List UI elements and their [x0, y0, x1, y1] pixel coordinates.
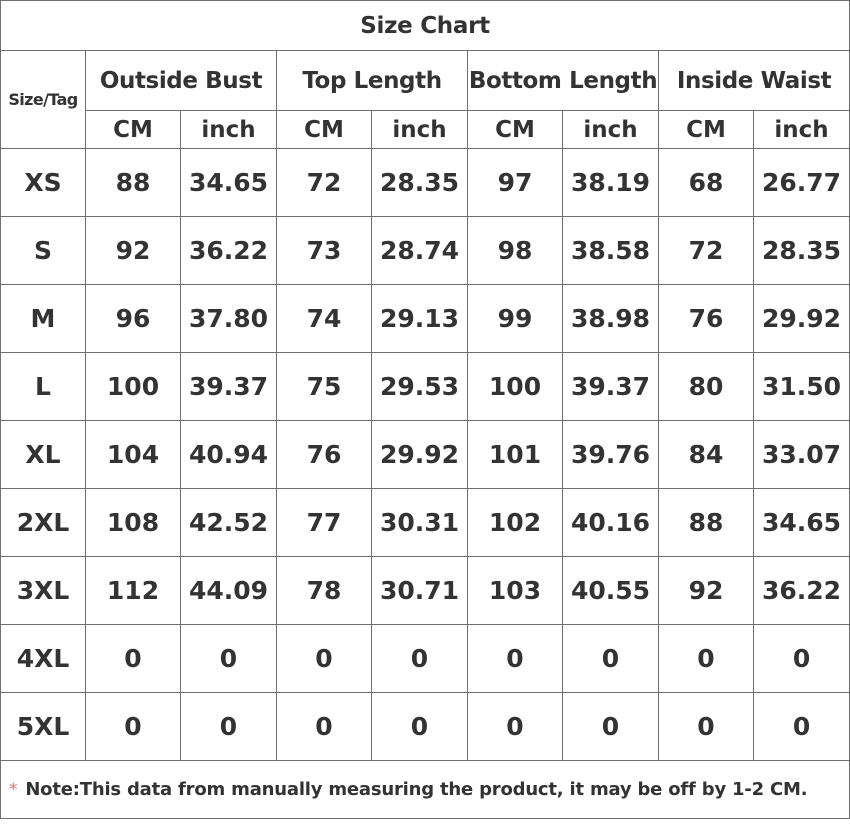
measurement-note: [1, 761, 850, 819]
measurement-cell: 29.92: [754, 285, 850, 353]
group-header-top-length: Top Length: [277, 51, 468, 111]
measurement-cell: 72: [659, 217, 754, 285]
measurement-cell: 74: [277, 285, 372, 353]
measurement-cell: 38.98: [563, 285, 659, 353]
measurement-cell: 29.92: [372, 421, 468, 489]
measurement-cell: 104: [86, 421, 181, 489]
measurement-cell: 33.07: [754, 421, 850, 489]
table-row: [1, 693, 850, 761]
measurement-cell: 26.77: [754, 149, 850, 217]
measurement-cell: 29.13: [372, 285, 468, 353]
measurement-cell: 92: [659, 557, 754, 625]
size-label: S: [1, 217, 86, 285]
table-row: [1, 489, 850, 557]
unit-header: CM: [468, 111, 563, 149]
measurement-cell: 72: [277, 149, 372, 217]
size-label: 4XL: [1, 625, 86, 693]
table-row: [1, 217, 850, 285]
measurement-cell: 44.09: [181, 557, 277, 625]
size-label: 2XL: [1, 489, 86, 557]
measurement-cell: 30.71: [372, 557, 468, 625]
measurement-cell: 88: [86, 149, 181, 217]
table-row: [1, 421, 850, 489]
measurement-cell: 98: [468, 217, 563, 285]
measurement-cell: 36.22: [754, 557, 850, 625]
measurement-cell: 75: [277, 353, 372, 421]
measurement-cell: 97: [468, 149, 563, 217]
measurement-cell: 0: [86, 625, 181, 693]
measurement-cell: 37.80: [181, 285, 277, 353]
measurement-cell: 0: [563, 693, 659, 761]
measurement-cell: 0: [563, 625, 659, 693]
measurement-cell: 96: [86, 285, 181, 353]
table-row: [1, 353, 850, 421]
measurement-cell: 40.94: [181, 421, 277, 489]
measurement-cell: 0: [277, 625, 372, 693]
measurement-cell: 78: [277, 557, 372, 625]
measurement-cell: 28.35: [754, 217, 850, 285]
note-row: [1, 761, 850, 819]
measurement-cell: 29.53: [372, 353, 468, 421]
measurement-cell: 76: [277, 421, 372, 489]
unit-header: CM: [86, 111, 181, 149]
measurement-cell: 28.35: [372, 149, 468, 217]
table-row: [1, 149, 850, 217]
measurement-cell: 34.65: [754, 489, 850, 557]
unit-header-row: [1, 111, 850, 149]
title-row: [1, 1, 850, 51]
measurement-cell: 0: [372, 693, 468, 761]
unit-header: CM: [659, 111, 754, 149]
measurement-cell: 0: [468, 693, 563, 761]
measurement-cell: 31.50: [754, 353, 850, 421]
measurement-cell: 40.16: [563, 489, 659, 557]
measurement-cell: 0: [277, 693, 372, 761]
group-header-bottom-length: Bottom Length: [468, 51, 659, 111]
size-label: XS: [1, 149, 86, 217]
measurement-cell: 0: [754, 625, 850, 693]
size-label: M: [1, 285, 86, 353]
size-label: XL: [1, 421, 86, 489]
measurement-cell: 28.74: [372, 217, 468, 285]
measurement-cell: 103: [468, 557, 563, 625]
measurement-cell: 76: [659, 285, 754, 353]
measurement-cell: 34.65: [181, 149, 277, 217]
measurement-cell: 39.76: [563, 421, 659, 489]
group-header-row: [1, 51, 850, 111]
measurement-cell: 108: [86, 489, 181, 557]
note-asterisk: *: [9, 780, 18, 800]
measurement-cell: 0: [468, 625, 563, 693]
measurement-cell: 88: [659, 489, 754, 557]
measurement-cell: 100: [468, 353, 563, 421]
measurement-cell: 0: [86, 693, 181, 761]
measurement-cell: 40.55: [563, 557, 659, 625]
group-header-outside-bust: Outside Bust: [86, 51, 277, 111]
size-label: 3XL: [1, 557, 86, 625]
measurement-cell: 92: [86, 217, 181, 285]
measurement-cell: 100: [86, 353, 181, 421]
measurement-cell: 0: [659, 625, 754, 693]
unit-header: inch: [563, 111, 659, 149]
measurement-cell: 80: [659, 353, 754, 421]
measurement-cell: 38.19: [563, 149, 659, 217]
size-label: L: [1, 353, 86, 421]
size-chart-body: [1, 1, 850, 819]
measurement-cell: 0: [754, 693, 850, 761]
measurement-cell: 39.37: [563, 353, 659, 421]
table-row: [1, 625, 850, 693]
table-row: [1, 557, 850, 625]
measurement-cell: 38.58: [563, 217, 659, 285]
measurement-cell: 99: [468, 285, 563, 353]
table-row: [1, 285, 850, 353]
measurement-cell: 112: [86, 557, 181, 625]
measurement-cell: 42.52: [181, 489, 277, 557]
measurement-cell: 84: [659, 421, 754, 489]
unit-header: CM: [277, 111, 372, 149]
note-text: Note:This data from manually measuring the product, it may be off by 1-2 CM.: [25, 779, 808, 800]
unit-header: inch: [754, 111, 850, 149]
measurement-cell: 36.22: [181, 217, 277, 285]
measurement-cell: 0: [181, 693, 277, 761]
measurement-cell: 101: [468, 421, 563, 489]
group-header-inside-waist: Inside Waist: [659, 51, 850, 111]
measurement-cell: 73: [277, 217, 372, 285]
size-label: 5XL: [1, 693, 86, 761]
measurement-cell: 102: [468, 489, 563, 557]
chart-title: Size Chart: [1, 1, 850, 51]
measurement-cell: 68: [659, 149, 754, 217]
measurement-cell: 0: [659, 693, 754, 761]
measurement-cell: 77: [277, 489, 372, 557]
size-tag-header: Size/Tag: [1, 51, 86, 149]
unit-header: inch: [372, 111, 468, 149]
measurement-cell: 0: [181, 625, 277, 693]
measurement-cell: 30.31: [372, 489, 468, 557]
measurement-cell: 39.37: [181, 353, 277, 421]
unit-header: inch: [181, 111, 277, 149]
measurement-cell: 0: [372, 625, 468, 693]
